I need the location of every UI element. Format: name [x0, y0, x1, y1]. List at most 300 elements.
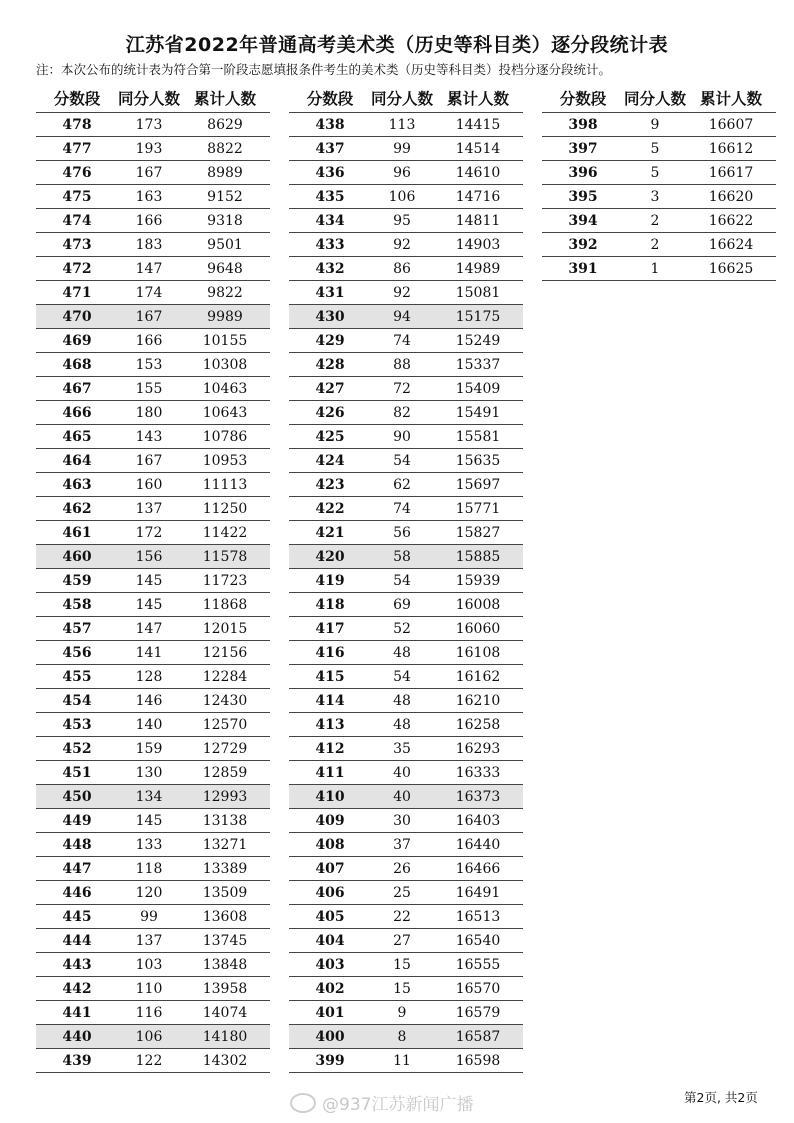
cell-cumulative: 12570 — [202, 716, 248, 733]
cell-cumulative: 13271 — [202, 836, 248, 853]
cell-cumulative: 16466 — [455, 860, 501, 877]
cell-cumulative: 9648 — [207, 260, 243, 277]
table-row — [36, 593, 270, 617]
cell-same-count: 30 — [393, 812, 411, 829]
cell-cumulative: 12156 — [202, 644, 248, 661]
table-row — [289, 689, 523, 713]
table-row — [36, 713, 270, 737]
table-row — [289, 857, 523, 881]
cell-cumulative: 11113 — [202, 476, 248, 493]
table-row — [289, 545, 523, 569]
cell-cumulative: 8822 — [207, 140, 243, 157]
table-row — [36, 377, 270, 401]
table-row — [36, 113, 270, 137]
cell-score: 441 — [62, 1004, 92, 1021]
cell-same-count: 96 — [393, 164, 411, 181]
cell-score: 468 — [62, 356, 92, 373]
cell-cumulative: 16570 — [455, 980, 501, 997]
cell-score: 455 — [62, 668, 92, 685]
table-row — [542, 113, 776, 137]
table-row — [289, 281, 523, 305]
table-row — [289, 473, 523, 497]
cell-same-count: 82 — [393, 404, 411, 421]
cell-score: 451 — [62, 764, 92, 781]
cell-same-count: 37 — [393, 836, 411, 853]
table-row — [36, 185, 270, 209]
cell-cumulative: 16579 — [455, 1004, 501, 1021]
cell-same-count: 143 — [135, 428, 163, 445]
weibo-icon — [290, 1093, 316, 1113]
cell-cumulative: 11250 — [202, 500, 248, 517]
cell-score: 429 — [315, 332, 345, 349]
header-same-count: 同分人数 — [624, 90, 687, 108]
cell-score: 446 — [62, 884, 92, 901]
cell-score: 437 — [315, 140, 345, 157]
cell-score: 411 — [315, 764, 345, 781]
cell-cumulative: 14514 — [455, 140, 501, 157]
header-same-count: 同分人数 — [371, 90, 434, 108]
cell-score: 461 — [62, 524, 92, 541]
table-row — [36, 761, 270, 785]
table-row — [36, 449, 270, 473]
cell-score: 424 — [315, 452, 345, 469]
cell-same-count: 166 — [135, 212, 163, 229]
cell-same-count: 56 — [393, 524, 411, 541]
table-row — [36, 257, 270, 281]
cell-cumulative: 11578 — [202, 548, 248, 565]
cell-same-count: 141 — [135, 644, 163, 661]
header-cumulative: 累计人数 — [193, 90, 256, 108]
cell-same-count: 54 — [393, 572, 411, 589]
cell-cumulative: 8629 — [207, 116, 243, 133]
cell-cumulative: 14811 — [455, 212, 501, 229]
cell-cumulative: 11868 — [202, 596, 248, 613]
table-row — [289, 1025, 523, 1049]
table-row — [542, 209, 776, 233]
cell-same-count: 147 — [135, 620, 163, 637]
table-row — [36, 977, 270, 1001]
cell-score: 434 — [315, 212, 345, 229]
table-row — [36, 857, 270, 881]
table-row — [289, 137, 523, 161]
cell-same-count: 9 — [650, 116, 660, 133]
table-row — [289, 569, 523, 593]
cell-cumulative: 12430 — [202, 692, 248, 709]
table-row — [36, 209, 270, 233]
cell-cumulative: 13958 — [202, 980, 248, 997]
cell-same-count: 163 — [135, 188, 163, 205]
cell-score: 458 — [62, 596, 92, 613]
cell-same-count: 58 — [393, 548, 411, 565]
cell-cumulative: 11422 — [202, 524, 248, 541]
table-row — [289, 617, 523, 641]
cell-same-count: 113 — [388, 116, 416, 133]
cell-same-count: 40 — [393, 764, 411, 781]
cell-cumulative: 15697 — [455, 476, 501, 493]
cell-cumulative: 14074 — [202, 1004, 248, 1021]
table-row — [542, 185, 776, 209]
cell-same-count: 94 — [393, 308, 411, 325]
cell-score: 435 — [315, 188, 345, 205]
cell-score: 395 — [568, 188, 598, 205]
cell-score: 407 — [315, 860, 345, 877]
cell-same-count: 156 — [135, 548, 163, 565]
cell-score: 466 — [62, 404, 92, 421]
cell-score: 438 — [315, 116, 345, 133]
cell-score: 428 — [315, 356, 345, 373]
cell-score: 469 — [62, 332, 92, 349]
cell-cumulative: 10643 — [202, 404, 248, 421]
table-row — [289, 641, 523, 665]
cell-cumulative: 16008 — [455, 596, 501, 613]
header-score: 分数段 — [559, 90, 607, 108]
cell-same-count: 153 — [135, 356, 163, 373]
cell-score: 402 — [315, 980, 345, 997]
cell-cumulative: 10786 — [202, 428, 248, 445]
table-row — [36, 953, 270, 977]
cell-score: 440 — [62, 1028, 92, 1045]
cell-same-count: 74 — [393, 500, 411, 517]
cell-score: 419 — [315, 572, 345, 589]
cell-cumulative: 15581 — [455, 428, 501, 445]
table-note: 注：本次公布的统计表为符合第一阶段志愿填报条件考生的美术类（历史等科目类）投档分逐分段统计。 — [36, 62, 612, 77]
cell-score: 405 — [315, 908, 345, 925]
cell-score: 478 — [62, 116, 92, 133]
cell-cumulative: 15081 — [455, 284, 501, 301]
cell-cumulative: 9152 — [207, 188, 243, 205]
cell-same-count: 5 — [650, 164, 660, 181]
cell-same-count: 180 — [135, 404, 163, 421]
cell-cumulative: 12015 — [202, 620, 248, 637]
cell-cumulative: 12859 — [202, 764, 248, 781]
cell-same-count: 69 — [393, 596, 411, 613]
cell-score: 471 — [62, 284, 92, 301]
cell-same-count: 27 — [393, 932, 411, 949]
cell-score: 399 — [315, 1052, 345, 1069]
table-row — [36, 545, 270, 569]
watermark-text: @937江苏新闻广播 — [322, 1095, 474, 1115]
cell-same-count: 103 — [135, 956, 163, 973]
cell-score: 406 — [315, 884, 345, 901]
cell-score: 445 — [62, 908, 92, 925]
cell-same-count: 106 — [135, 1028, 163, 1045]
cell-cumulative: 16373 — [455, 788, 501, 805]
cell-score: 425 — [315, 428, 345, 445]
cell-same-count: 48 — [393, 692, 411, 709]
cell-same-count: 173 — [135, 116, 163, 133]
table-column-2 — [289, 84, 523, 1073]
table-row — [36, 305, 270, 329]
cell-same-count: 166 — [135, 332, 163, 349]
cell-score: 413 — [315, 716, 345, 733]
cell-cumulative: 16108 — [455, 644, 501, 661]
cell-score: 470 — [62, 308, 92, 325]
table-row — [36, 689, 270, 713]
cell-score: 396 — [568, 164, 598, 181]
cell-same-count: 167 — [135, 164, 163, 181]
cell-cumulative: 13138 — [202, 812, 248, 829]
cell-score: 414 — [315, 692, 345, 709]
cell-same-count: 167 — [135, 452, 163, 469]
cell-score: 460 — [62, 548, 92, 565]
table-row — [289, 761, 523, 785]
cell-cumulative: 16540 — [455, 932, 501, 949]
cell-same-count: 25 — [393, 884, 411, 901]
table-row — [289, 785, 523, 809]
cell-same-count: 15 — [393, 980, 411, 997]
cell-cumulative: 13509 — [202, 884, 248, 901]
cell-score: 431 — [315, 284, 345, 301]
cell-cumulative: 9822 — [207, 284, 243, 301]
header-cumulative: 累计人数 — [699, 90, 762, 108]
cell-score: 464 — [62, 452, 92, 469]
cell-same-count: 193 — [135, 140, 163, 157]
cell-score: 449 — [62, 812, 92, 829]
cell-score: 432 — [315, 260, 345, 277]
table-row — [289, 809, 523, 833]
cell-cumulative: 11723 — [202, 572, 248, 589]
cell-same-count: 128 — [135, 668, 163, 685]
cell-cumulative: 12993 — [202, 788, 248, 805]
cell-score: 472 — [62, 260, 92, 277]
cell-cumulative: 9501 — [207, 236, 243, 253]
cell-same-count: 3 — [650, 188, 660, 205]
cell-cumulative: 16060 — [455, 620, 501, 637]
cell-cumulative: 15939 — [455, 572, 501, 589]
cell-cumulative: 14989 — [455, 260, 501, 277]
table-header — [289, 84, 523, 112]
cell-same-count: 95 — [393, 212, 411, 229]
table-row — [36, 353, 270, 377]
cell-same-count: 11 — [393, 1052, 411, 1069]
cell-same-count: 133 — [135, 836, 163, 853]
table-row — [36, 929, 270, 953]
cell-same-count: 147 — [135, 260, 163, 277]
cell-same-count: 88 — [393, 356, 411, 373]
cell-same-count: 106 — [388, 188, 416, 205]
cell-cumulative: 14716 — [455, 188, 501, 205]
cell-score: 421 — [315, 524, 345, 541]
table-row — [36, 569, 270, 593]
table-row — [289, 353, 523, 377]
table-row — [36, 905, 270, 929]
cell-score: 433 — [315, 236, 345, 253]
cell-cumulative: 14302 — [202, 1052, 248, 1069]
cell-cumulative: 9318 — [207, 212, 243, 229]
table-row — [36, 881, 270, 905]
cell-score: 442 — [62, 980, 92, 997]
table-row — [289, 833, 523, 857]
table-row — [542, 137, 776, 161]
cell-same-count: 48 — [393, 716, 411, 733]
cell-score: 436 — [315, 164, 345, 181]
cell-score: 457 — [62, 620, 92, 637]
cell-score: 456 — [62, 644, 92, 661]
cell-cumulative: 8989 — [207, 164, 243, 181]
page-number: 第2页, 共2页 — [684, 1090, 758, 1105]
cell-same-count: 118 — [135, 860, 163, 877]
table-column-1 — [36, 84, 270, 1073]
cell-score: 426 — [315, 404, 345, 421]
cell-score: 394 — [568, 212, 598, 229]
cell-same-count: 72 — [393, 380, 411, 397]
cell-same-count: 110 — [135, 980, 163, 997]
cell-cumulative: 13608 — [202, 908, 248, 925]
cell-cumulative: 16617 — [708, 164, 754, 181]
cell-same-count: 137 — [135, 500, 163, 517]
cell-same-count: 145 — [135, 572, 163, 589]
cell-same-count: 137 — [135, 932, 163, 949]
table-row — [36, 161, 270, 185]
table-row — [289, 449, 523, 473]
header-same-count: 同分人数 — [118, 90, 181, 108]
table-row — [289, 593, 523, 617]
table-row — [36, 281, 270, 305]
cell-cumulative: 15771 — [455, 500, 501, 517]
table-row — [36, 233, 270, 257]
cell-score: 467 — [62, 380, 92, 397]
cell-same-count: 2 — [650, 236, 660, 253]
cell-score: 462 — [62, 500, 92, 517]
table-row — [289, 881, 523, 905]
table-row — [36, 137, 270, 161]
table-header — [542, 84, 776, 112]
cell-score: 477 — [62, 140, 92, 157]
cell-score: 439 — [62, 1052, 92, 1069]
table-row — [36, 521, 270, 545]
cell-same-count: 174 — [135, 284, 163, 301]
cell-cumulative: 16625 — [708, 260, 754, 277]
cell-cumulative: 16607 — [708, 116, 754, 133]
page-title: 江苏省2022年普通高考美术类（历史等科目类）逐分段统计表 — [125, 34, 669, 56]
cell-score: 465 — [62, 428, 92, 445]
table-row — [36, 401, 270, 425]
cell-score: 417 — [315, 620, 345, 637]
cell-score: 420 — [315, 548, 345, 565]
cell-cumulative: 16210 — [455, 692, 501, 709]
cell-same-count: 172 — [135, 524, 163, 541]
cell-score: 422 — [315, 500, 345, 517]
table-row — [36, 473, 270, 497]
table-row — [289, 929, 523, 953]
table-row — [289, 209, 523, 233]
table-row — [289, 305, 523, 329]
cell-same-count: 15 — [393, 956, 411, 973]
table-row — [289, 113, 523, 137]
cell-cumulative: 16258 — [455, 716, 501, 733]
cell-score: 412 — [315, 740, 345, 757]
table-row — [289, 953, 523, 977]
table-row — [289, 977, 523, 1001]
cell-same-count: 160 — [135, 476, 163, 493]
cell-same-count: 22 — [393, 908, 411, 925]
cell-cumulative: 13848 — [202, 956, 248, 973]
cell-cumulative: 15827 — [455, 524, 501, 541]
table-row — [36, 809, 270, 833]
cell-score: 401 — [315, 1004, 345, 1021]
cell-score: 459 — [62, 572, 92, 589]
cell-score: 476 — [62, 164, 92, 181]
cell-cumulative: 14415 — [455, 116, 501, 133]
cell-same-count: 74 — [393, 332, 411, 349]
cell-cumulative: 16440 — [455, 836, 501, 853]
cell-score: 453 — [62, 716, 92, 733]
table-row — [289, 329, 523, 353]
cell-cumulative: 16587 — [455, 1028, 501, 1045]
cell-cumulative: 9989 — [207, 308, 243, 325]
table-row — [289, 497, 523, 521]
cell-same-count: 90 — [393, 428, 411, 445]
cell-score: 427 — [315, 380, 345, 397]
cell-score: 423 — [315, 476, 345, 493]
cell-cumulative: 10308 — [202, 356, 248, 373]
cell-same-count: 1 — [650, 260, 660, 277]
cell-score: 400 — [315, 1028, 345, 1045]
cell-cumulative: 16491 — [455, 884, 501, 901]
cell-cumulative: 15337 — [455, 356, 501, 373]
cell-same-count: 183 — [135, 236, 163, 253]
header-score: 分数段 — [53, 90, 101, 108]
table-row — [36, 329, 270, 353]
cell-score: 391 — [568, 260, 598, 277]
cell-cumulative: 16555 — [455, 956, 501, 973]
cell-same-count: 155 — [135, 380, 163, 397]
table-row — [36, 1001, 270, 1025]
cell-cumulative: 15249 — [455, 332, 501, 349]
cell-same-count: 134 — [135, 788, 163, 805]
cell-cumulative: 16624 — [708, 236, 754, 253]
cell-same-count: 99 — [140, 908, 158, 925]
table-row — [36, 737, 270, 761]
table-row — [542, 257, 776, 281]
table-row — [289, 737, 523, 761]
cell-score: 447 — [62, 860, 92, 877]
cell-same-count: 54 — [393, 452, 411, 469]
cell-score: 448 — [62, 836, 92, 853]
cell-same-count: 9 — [397, 1004, 407, 1021]
cell-score: 404 — [315, 932, 345, 949]
header-cumulative: 累计人数 — [446, 90, 509, 108]
table-row — [36, 1025, 270, 1049]
cell-same-count: 54 — [393, 668, 411, 685]
cell-cumulative: 15635 — [455, 452, 501, 469]
cell-same-count: 167 — [135, 308, 163, 325]
cell-score: 474 — [62, 212, 92, 229]
table-row — [289, 161, 523, 185]
cell-same-count: 140 — [135, 716, 163, 733]
cell-same-count: 8 — [397, 1028, 407, 1045]
cell-cumulative: 16293 — [455, 740, 501, 757]
table-row — [36, 665, 270, 689]
table-column-3 — [542, 84, 776, 281]
cell-same-count: 26 — [393, 860, 411, 877]
cell-cumulative: 10463 — [202, 380, 248, 397]
cell-same-count: 86 — [393, 260, 411, 277]
cell-cumulative: 15409 — [455, 380, 501, 397]
cell-score: 410 — [315, 788, 345, 805]
cell-score: 397 — [568, 140, 598, 157]
cell-same-count: 35 — [393, 740, 411, 757]
table-row — [36, 1049, 270, 1073]
cell-score: 418 — [315, 596, 345, 613]
cell-score: 430 — [315, 308, 345, 325]
cell-cumulative: 16403 — [455, 812, 501, 829]
cell-score: 444 — [62, 932, 92, 949]
table-row — [289, 401, 523, 425]
cell-score: 443 — [62, 956, 92, 973]
cell-same-count: 122 — [135, 1052, 163, 1069]
cell-cumulative: 15175 — [455, 308, 501, 325]
